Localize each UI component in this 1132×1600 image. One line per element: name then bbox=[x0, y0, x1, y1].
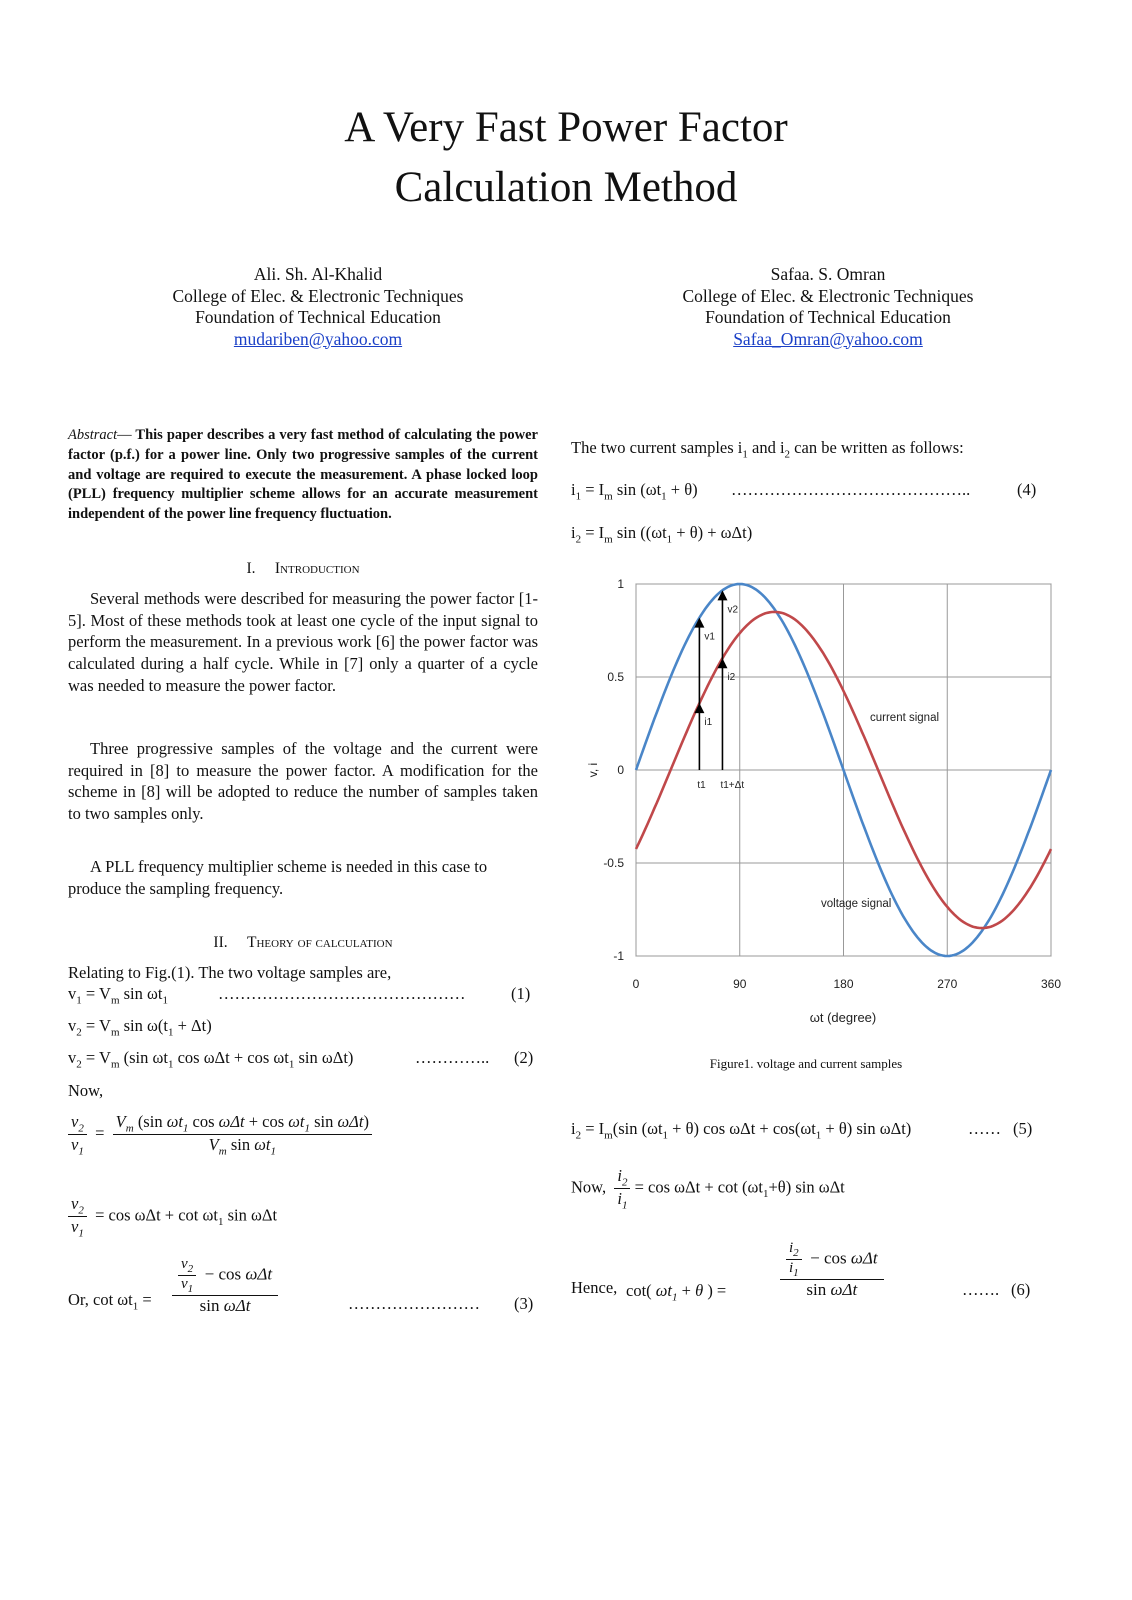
x-tick-label: 360 bbox=[1040, 977, 1062, 991]
equation-i2: $i_2 = I_m$ $\sin ((\omega t_1 + \theta) + \omega\Delta t)$ bbox=[571, 523, 753, 546]
author-block-1 bbox=[108, 264, 528, 350]
equation-i1: $i_1 = I_m$ $\sin (\omega t_1 + \theta)$ bbox=[571, 480, 698, 503]
equation-v1: $v_1 = V_m$ $\sin \omega t_1$ bbox=[68, 984, 168, 1007]
equation-v2: $v_2 = V_m$ $\sin \omega(t_1 + \Delta t)$ bbox=[68, 1016, 212, 1039]
theory-intro: Relating to Fig.(1). The two voltage samples are, bbox=[68, 963, 392, 982]
x-tick-label: 90 bbox=[733, 977, 747, 991]
hence-label: Hence, bbox=[571, 1278, 618, 1297]
current-samples-intro: The two current samples $i_1$ and $i_2$ can be written as follows: bbox=[571, 438, 964, 461]
leader-dots: ………….. bbox=[415, 1048, 490, 1067]
equation-ratio: $\frac{v_2}{v_1}$ = $\frac{V_m (\sin \omega t_1 \cos \omega\Delta t + \cos \omega t_1 \sin \omega\Delta t)}{V_m \sin \omega t_1}$ bbox=[68, 1112, 372, 1158]
leader-dots: ……. bbox=[962, 1280, 1000, 1299]
section-heading-theory: II. Theory of calculation bbox=[213, 934, 393, 951]
equation-number: (6) bbox=[1011, 1280, 1031, 1299]
figure-caption: Figure1. voltage and current samples bbox=[709, 1056, 903, 1071]
author-email-link[interactable]: mudariben@yahoo.com bbox=[233, 328, 403, 349]
author-college: College of Elec. & Electronic Techniques bbox=[172, 285, 464, 306]
equation-cot-theta-lhs: cot( $\omega t_1 + \theta$ ) = bbox=[626, 1281, 727, 1304]
leader-dots: …………………………………….. bbox=[731, 480, 971, 499]
equation-cot: $\frac{v_2}{v_1}$ − cos ωΔt sin ωΔt bbox=[172, 1256, 278, 1316]
intro-paragraph-2: Three progressive samples of the voltage and the current were required in [8] to measure the power factor. A modification for the scheme in [8] will be adopted to reduce the number of samples taken to two samples only. bbox=[68, 739, 538, 824]
current-signal-label: current signal bbox=[870, 712, 940, 724]
sample-v-label: v2 bbox=[727, 604, 739, 616]
author-name: Ali. Sh. Al-Khalid bbox=[253, 264, 383, 284]
now-label: Now, bbox=[68, 1081, 104, 1100]
leader-dots: …………………… bbox=[348, 1294, 480, 1313]
y-tick-label: -0.5 bbox=[603, 856, 624, 870]
abstract-label: Abstract bbox=[68, 427, 118, 443]
figure-chart bbox=[585, 570, 1065, 1040]
abstract-text: This paper describes a very fast method of calculating the power factor (p.f.) for a power line. Only two progressive samples of the current and voltage are required to execute the measurement. A phase locked loop (PLL) frequency multiplier scheme allows for an accurate measurement independent of the power line frequency fluctuation. bbox=[68, 427, 538, 523]
sample-i-label: i1 bbox=[704, 717, 713, 729]
x-axis-label: ωt (degree) bbox=[809, 1010, 877, 1025]
x-tick-label: 270 bbox=[937, 977, 958, 991]
sample-time-label: t1 bbox=[697, 780, 706, 791]
section-heading-intro: I. Introduction bbox=[246, 560, 360, 577]
author-college: College of Elec. & Electronic Techniques bbox=[682, 285, 974, 306]
author-email-link[interactable]: Safaa_Omran@yahoo.com bbox=[733, 328, 923, 349]
equation-v2-expanded: $v_2 = V_m$ (sin $\omega t_1$ $\cos \omega\Delta t + \cos \omega t_1$ sin ωΔt) bbox=[68, 1048, 354, 1071]
author-foundation: Foundation of Technical Education bbox=[195, 307, 441, 327]
equation-current-ratio: Now, $\frac{i_2}{i_1}$ = $\cos \omega\Delta t + \cot (\omega t_1+\theta)$ sin ωΔt bbox=[571, 1166, 845, 1212]
intro-paragraph-3: A PLL frequency multiplier scheme is needed in this case to produce the sampling frequency. bbox=[68, 857, 488, 898]
equation-i2-expanded: $i_2 = I_m(\sin$ $(\omega t_1 + \theta)$ $\cos \omega\Delta t + \cos(\omega t_1 + \theta)$ sin ωΔt) bbox=[571, 1119, 912, 1142]
author-block-2 bbox=[618, 264, 1038, 350]
paper-title: A Very Fast Power Factor Calculation Method bbox=[344, 104, 788, 211]
or-cot-label: Or, $\cot \omega t_1$ = bbox=[68, 1290, 152, 1313]
y-tick-label: 1 bbox=[617, 577, 624, 591]
y-tick-label: -1 bbox=[613, 949, 624, 963]
y-tick-label: 0.5 bbox=[607, 670, 624, 684]
equation-ratio-simplified: $\frac{v_2}{v_1}$ = $\cos \omega\Delta t + \cot \omega t_1$ sin ωΔt bbox=[68, 1194, 277, 1240]
voltage-signal-label: voltage signal bbox=[821, 898, 892, 910]
author-name: Safaa. S. Omran bbox=[770, 264, 886, 284]
equation-number: (4) bbox=[1017, 480, 1037, 499]
author-foundation: Foundation of Technical Education bbox=[705, 307, 951, 327]
x-tick-label: 0 bbox=[632, 977, 640, 991]
sample-v-label: v1 bbox=[704, 631, 715, 643]
equation-number: (5) bbox=[1013, 1119, 1033, 1138]
leader-dots: ……………………………………… bbox=[218, 984, 466, 1003]
equation-number: (2) bbox=[514, 1048, 534, 1067]
intro-paragraph-1: Several methods were described for measuring the power factor [1-5]. Most of these methods took at least one cycle of the input signal to perform the measurement. In a previous work [6] the power factor was calculated during a half cycle. While in [7] only a quarter of a cycle was needed to measure the power factor. bbox=[68, 589, 538, 695]
equation-cot-theta: $\frac{i_2}{i_1}$ − cos ωΔt sin ωΔt bbox=[780, 1240, 884, 1300]
y-tick-label: 0 bbox=[617, 763, 624, 777]
abstract: Abstract— This paper describes a very fast method of calculating the power factor (p.f.) for a power line. Only two progressive samples of the current and voltage are required to execute the measurement. A phase locked loop (PLL) frequency multiplier scheme allows for an accurate measurement independent of the power line frequency fluctuation. bbox=[68, 427, 538, 523]
y-axis-label: v, i bbox=[586, 762, 600, 778]
x-tick-label: 180 bbox=[833, 977, 854, 991]
equation-number: (3) bbox=[514, 1294, 534, 1313]
sample-i-label: i2 bbox=[727, 672, 736, 684]
equation-number: (1) bbox=[511, 984, 531, 1003]
leader-dots: …… bbox=[968, 1119, 1001, 1138]
sample-time-label: t1+Δt bbox=[720, 780, 745, 791]
